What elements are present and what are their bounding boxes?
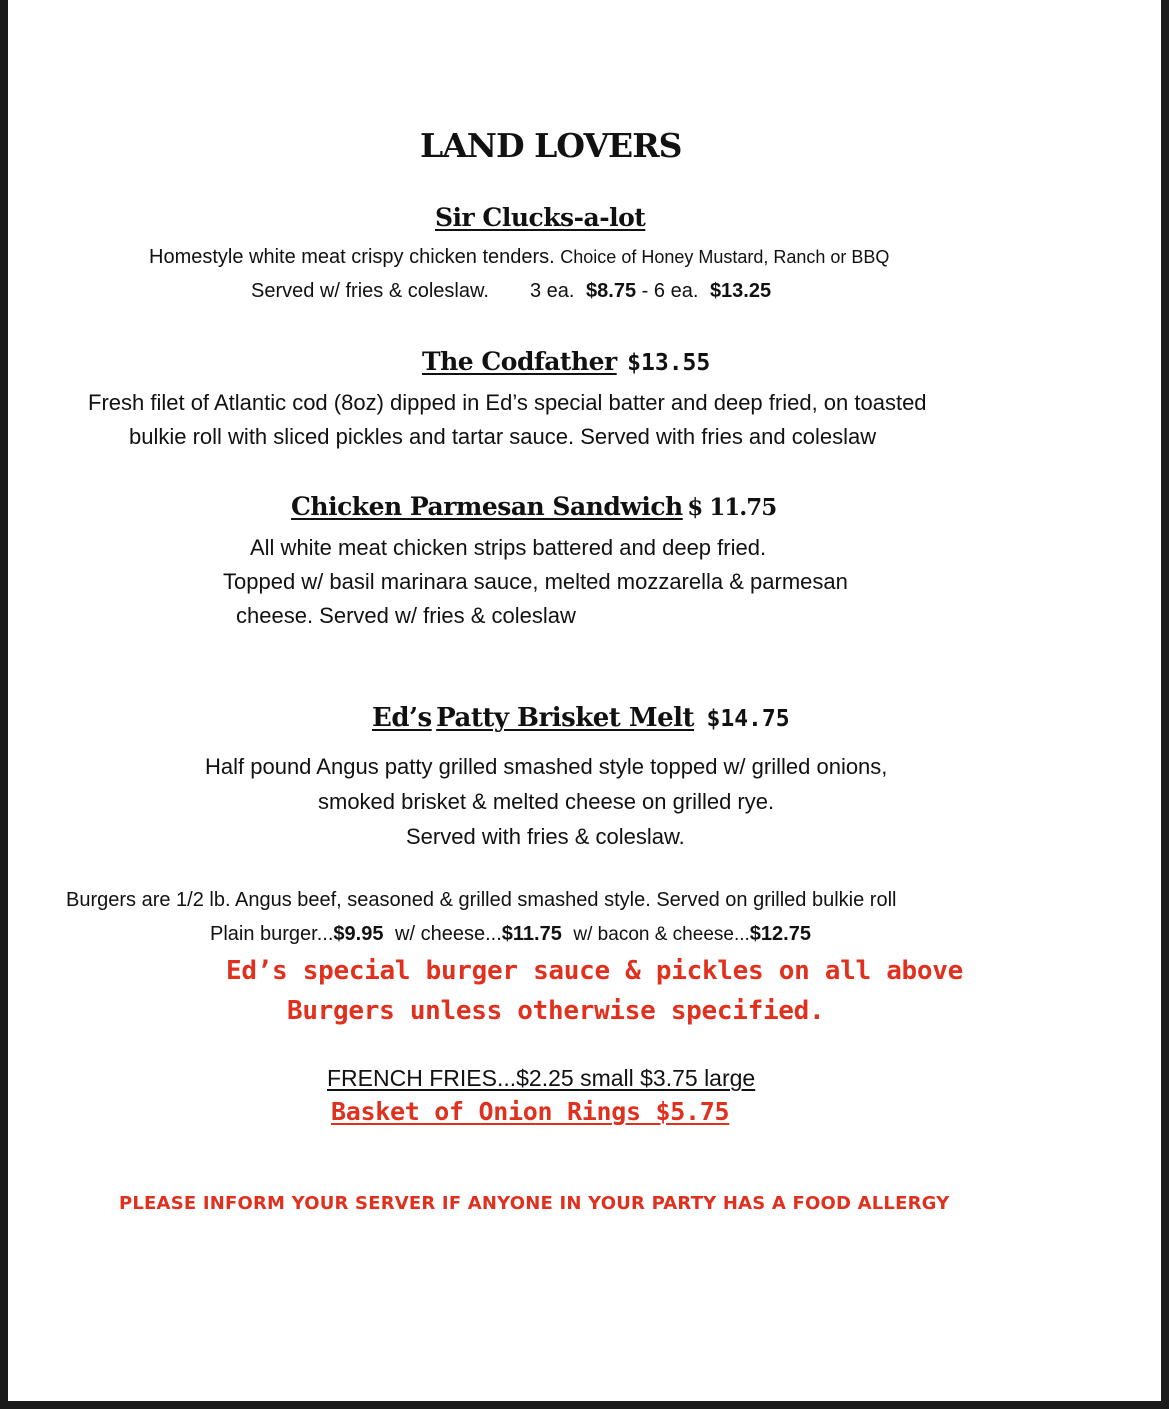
allergy-notice: PLEASE INFORM YOUR SERVER IF ANYONE IN YOUR PARTY HAS A FOOD ALLERGY — [119, 1193, 950, 1214]
item-desc-line: Served with fries & coleslaw. — [406, 824, 685, 849]
item-heading-brisket-melt: Ed’s Patty Brisket Melt $14.75 — [372, 703, 790, 733]
item-heading-codfather: The Codfather $13.55 — [422, 347, 711, 376]
item-desc-line: Fresh filet of Atlantic cod (8oz) dipped in Ed’s special batter and deep fried, on toasted — [88, 390, 927, 415]
item-desc-line: Topped w/ basil marinara sauce, melted mozzarella & parmesan — [223, 569, 848, 594]
item-name-sir-clucks: Sir Clucks-a-lot — [435, 203, 646, 232]
item-desc-line: All white meat chicken strips battered and deep fried. — [250, 535, 767, 560]
onion-rings-line: Basket of Onion Rings $5.75 — [331, 1097, 730, 1126]
item-desc-line: Homestyle white meat crispy chicken tenders. Choice of Honey Mustard, Ranch or BBQ — [149, 246, 890, 268]
burger-sauce-note: Ed’s special burger sauce & pickles on all above — [226, 956, 963, 986]
item-heading-chicken-parmesan: Chicken Parmesan Sandwich $ 11.75 — [291, 492, 777, 521]
item-desc-line: cheese. Served w/ fries & coleslaw — [236, 603, 576, 628]
item-price-line: Served w/ fries & coleslaw. 3 ea. $8.75 - 6 ea. $13.25 — [251, 280, 772, 302]
french-fries-line: FRENCH FRIES...$2.25 small $3.75 large — [327, 1065, 756, 1091]
burgers-description: Burgers are 1/2 lb. Angus beef, seasoned & grilled smashed style. Served on grilled bulkie roll — [66, 889, 897, 911]
burger-sauce-note: Burgers unless otherwise specified. — [287, 996, 825, 1026]
section-title: LAND LOVERS — [420, 126, 682, 165]
menu-page — [8, 0, 1161, 1401]
item-desc-line: smoked brisket & melted cheese on grilled rye. — [318, 789, 775, 814]
burgers-prices: Plain burger...$9.95 w/ cheese...$11.75 w/ bacon & cheese...$12.75 — [210, 923, 811, 945]
item-desc-line: bulkie roll with sliced pickles and tartar sauce. Served with fries and coleslaw — [129, 424, 877, 449]
item-desc-line: Half pound Angus patty grilled smashed style topped w/ grilled onions, — [205, 754, 888, 779]
